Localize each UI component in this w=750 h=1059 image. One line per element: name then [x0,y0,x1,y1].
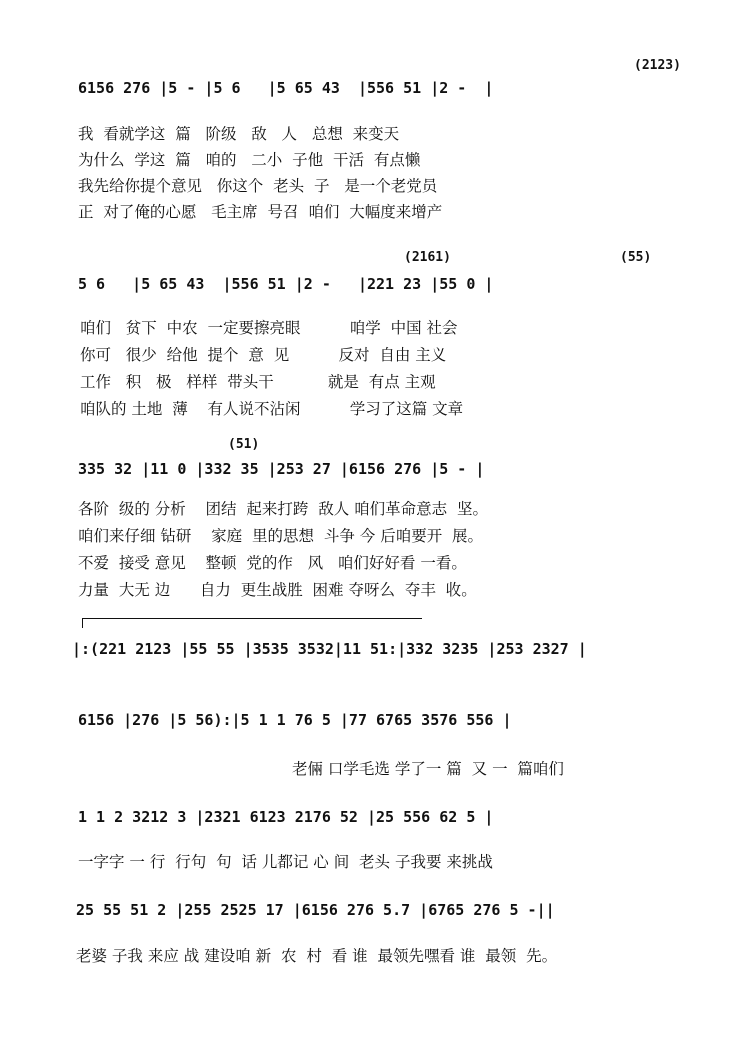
repeat-bracket-end [82,618,83,628]
system-1-notes: 6156 276 |5 - |5 6 |5 65 43 |556 51 |2 - | [78,79,494,97]
system-7-notes: 25 55 51 2 |255 2525 17 |6156 276 5.7 |6765 276 5 -|| [76,901,555,919]
system-4-notes: |:(221 2123 |55 55 |3535 3532|11 51:|332 3235 |253 2327 | [72,640,587,658]
system-6-notes: 1 1 2 3212 3 |2321 6123 2176 52 |25 556 62 5 | [78,808,494,826]
repeat-bracket [82,618,422,619]
system-1-lyric-1: 我 看就学这 篇 阶级 敌 人 总想 来变天 [78,125,400,143]
system-5-notes: 6156 |276 |5 56):|5 1 1 76 5 |77 6765 3576 556 | [78,711,512,729]
system-3-grace-note: (51) [228,437,260,452]
system-3-lyric-3: 不爱 接受 意见 整顿 党的作 风 咱们好好看 一看。 [78,554,467,572]
system-7-lyric-1: 老婆 子我 来应 战 建设咱 新 农 村 看 谁 最领先嘿看 谁 最领 先。 [76,947,558,965]
system-2-notes: 5 6 |5 65 43 |556 51 |2 - |221 23 |55 0 | [78,275,494,293]
system-1-lyric-4: 正 对了俺的心愿 毛主席 号召 咱们 大幅度来增产 [78,203,443,221]
system-3-lyric-2: 咱们来仔细 钻研 家庭 里的思想 斗争 今 后咱要开 展。 [78,527,484,545]
system-2-lyric-4: 咱队的 土地 薄 有人说不沾闲 学习了这篇 文章 [80,400,464,418]
system-6-lyric-1: 一字字 一 行 行句 句 话 儿都记 心 间 老头 子我要 来挑战 [78,853,493,871]
system-2-lyric-2: 你可 很少 给他 提个 意 见 反对 自由 主义 [80,346,447,364]
system-2-lyric-3: 工作 积 极 样样 带头干 就是 有点 主观 [80,373,436,391]
system-5-lyric-1: 老倆 口学毛选 学了一 篇 又 一 篇咱们 [292,760,564,778]
system-3-notes: 335 32 |11 0 |332 35 |253 27 |6156 276 |5 - | [78,460,485,478]
system-1-grace-note: (2123) [634,58,681,73]
system-3-lyric-4: 力量 大无 边 自力 更生战胜 困难 夺呀么 夺丰 收。 [78,581,477,599]
system-2-grace-note-2: (55) [620,250,652,265]
system-2-lyric-1: 咱们 贫下 中农 一定要擦亮眼 咱学 中国 社会 [80,319,458,337]
system-1-lyric-3: 我先给你提个意见 你这个 老头 子 是一个老党员 [78,177,438,195]
system-2-grace-note-1: (2161) [404,250,451,265]
system-1-lyric-2: 为什么 学这 篇 咱的 二小 子他 干活 有点懒 [78,151,421,169]
system-3-lyric-1: 各阶 级的 分析 团结 起来打跨 敌人 咱们革命意志 坚。 [78,500,488,518]
